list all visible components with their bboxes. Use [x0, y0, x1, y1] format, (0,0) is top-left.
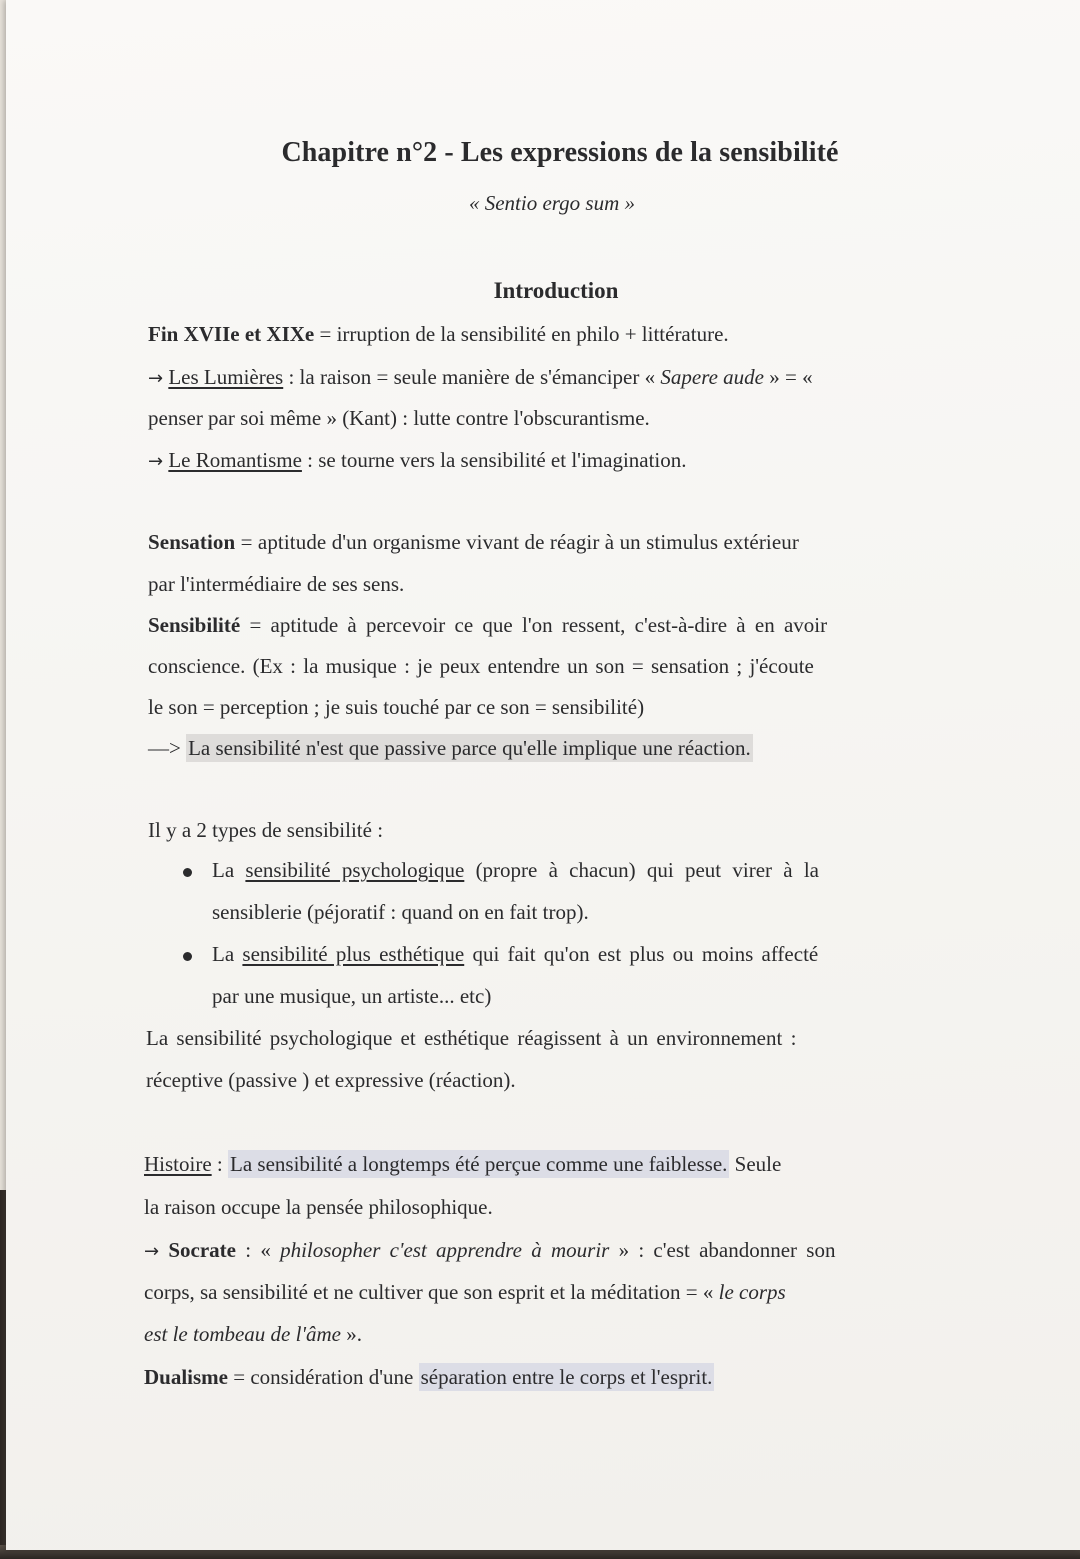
socrate-separator: : «: [235, 1238, 281, 1262]
definition-sensibilite-text: = aptitude à percevoir ce que l'on ressent, c'est-à-dire à en avoir: [240, 613, 828, 637]
term-sensibilite-psychologique: sensibilité psychologique: [245, 858, 465, 882]
histoire-line-5-end: ».: [340, 1322, 362, 1346]
intro-line-2: [148, 365, 813, 390]
definition-sensation-text: = aptitude d'un organisme vivant de réagir à un stimulus extérieur: [235, 530, 799, 554]
types-summary-line-2: réceptive (passive ) et expressive (réaction).: [146, 1068, 516, 1092]
dualisme-text: = considération d'une: [228, 1365, 419, 1389]
histoire-line-1: [144, 1152, 781, 1177]
type-psychologique-text: (propre à chacun) qui peut virer à la: [464, 858, 819, 882]
type-esthetique-line-2: par une musique, un artiste... etc): [212, 984, 492, 1008]
type-psychologique-line-2: sensiblerie (péjoratif : quand on en fait trop).: [212, 900, 589, 924]
highlight-histoire: La sensibilité a longtemps été perçue comme une faiblesse.: [230, 1152, 728, 1176]
term-histoire: Histoire: [144, 1152, 212, 1176]
highlight-conclusion: La sensibilité n'est que passive parce qu'elle implique une réaction.: [188, 736, 751, 760]
quote-sapere-aude: Sapere aude: [660, 365, 764, 389]
quote-le-corps: le corps: [718, 1280, 786, 1304]
definition-sensibilite-line-3: le son = perception ; je suis touché par ce son = sensibilité): [148, 695, 645, 719]
intro-period-term: Fin XVIIe et XIXe: [148, 322, 315, 346]
term-lumieres: Les Lumières: [168, 365, 284, 389]
document-content: [6, 0, 1080, 1550]
intro-line-3: penser par soi même » (Kant) : lutte contre l'obscurantisme.: [148, 406, 650, 430]
histoire-line-1-end: Seule: [729, 1152, 782, 1176]
quote-tombeau: est le tombeau de l'âme: [144, 1322, 341, 1346]
arrow-icon: →: [148, 368, 164, 389]
types-summary-line-1: La sensibilité psychologique et esthétique réagissent à un environnement :: [146, 1026, 797, 1050]
bullet-icon: [183, 952, 192, 961]
paper-sheet: [6, 0, 1080, 1550]
highlight-dualisme: séparation entre le corps et l'esprit.: [420, 1365, 713, 1389]
type-esthetique-line-1: [212, 942, 818, 967]
intro-line-4: [148, 448, 687, 473]
type-esthetique-start: La: [212, 942, 243, 966]
arrow-icon: →: [144, 1241, 160, 1262]
definition-sensation-line-1: [148, 530, 799, 555]
intro-line-4-text: : se tourne vers la sensibilité et l'imagination.: [301, 448, 687, 472]
page-subtitle: « Sentio ergo sum »: [468, 191, 636, 215]
socrate-line: [144, 1238, 835, 1263]
arrow-icon: →: [148, 451, 164, 472]
histoire-line-5: [144, 1322, 362, 1347]
histoire-line-4: [144, 1280, 786, 1305]
dualisme-line: [144, 1365, 714, 1390]
socrate-line-text: » : c'est abandonner son: [609, 1238, 836, 1262]
term-sensation: Sensation: [148, 530, 236, 554]
intro-line-2-end: » = «: [763, 365, 813, 389]
quote-socrate: philosopher c'est apprendre à mourir: [280, 1238, 610, 1262]
term-sensibilite: Sensibilité: [148, 613, 241, 637]
definition-sensibilite-line-1: [148, 613, 827, 638]
page-title: Chapitre n°2 - Les expressions de la sensibilité: [281, 137, 839, 168]
intro-line-1-text: = irruption de la sensibilité en philo + littérature.: [314, 322, 729, 346]
histoire-line-4-text: corps, sa sensibilité et ne cultiver que son esprit et la méditation = «: [144, 1280, 719, 1304]
intro-line-2-text: : la raison = seule manière de s'émanciper «: [283, 365, 661, 389]
type-psychologique-line-1: [212, 858, 819, 883]
definition-conclusion: [148, 736, 753, 761]
histoire-separator: :: [211, 1152, 228, 1176]
intro-line-1: [148, 322, 729, 347]
type-esthetique-text: qui fait qu'on est plus ou moins affecté: [464, 942, 819, 966]
long-arrow-icon: —>: [148, 736, 181, 760]
term-romantisme: Le Romantisme: [168, 448, 302, 472]
term-dualisme: Dualisme: [144, 1365, 228, 1389]
histoire-line-2: la raison occupe la pensée philosophique.: [144, 1195, 493, 1219]
types-intro: Il y a 2 types de sensibilité :: [148, 818, 384, 842]
bullet-icon: [183, 868, 192, 877]
section-heading-introduction: Introduction: [493, 278, 619, 303]
definition-sensation-line-2: par l'intermédiaire de ses sens.: [148, 572, 405, 596]
term-socrate: Socrate: [168, 1238, 236, 1262]
type-psychologique-start: La: [212, 858, 246, 882]
definition-sensibilite-line-2: conscience. (Ex : la musique : je peux entendre un son = sensation ; j'écoute: [148, 654, 814, 678]
term-sensibilite-esthetique: sensibilité plus esthétique: [242, 942, 465, 966]
